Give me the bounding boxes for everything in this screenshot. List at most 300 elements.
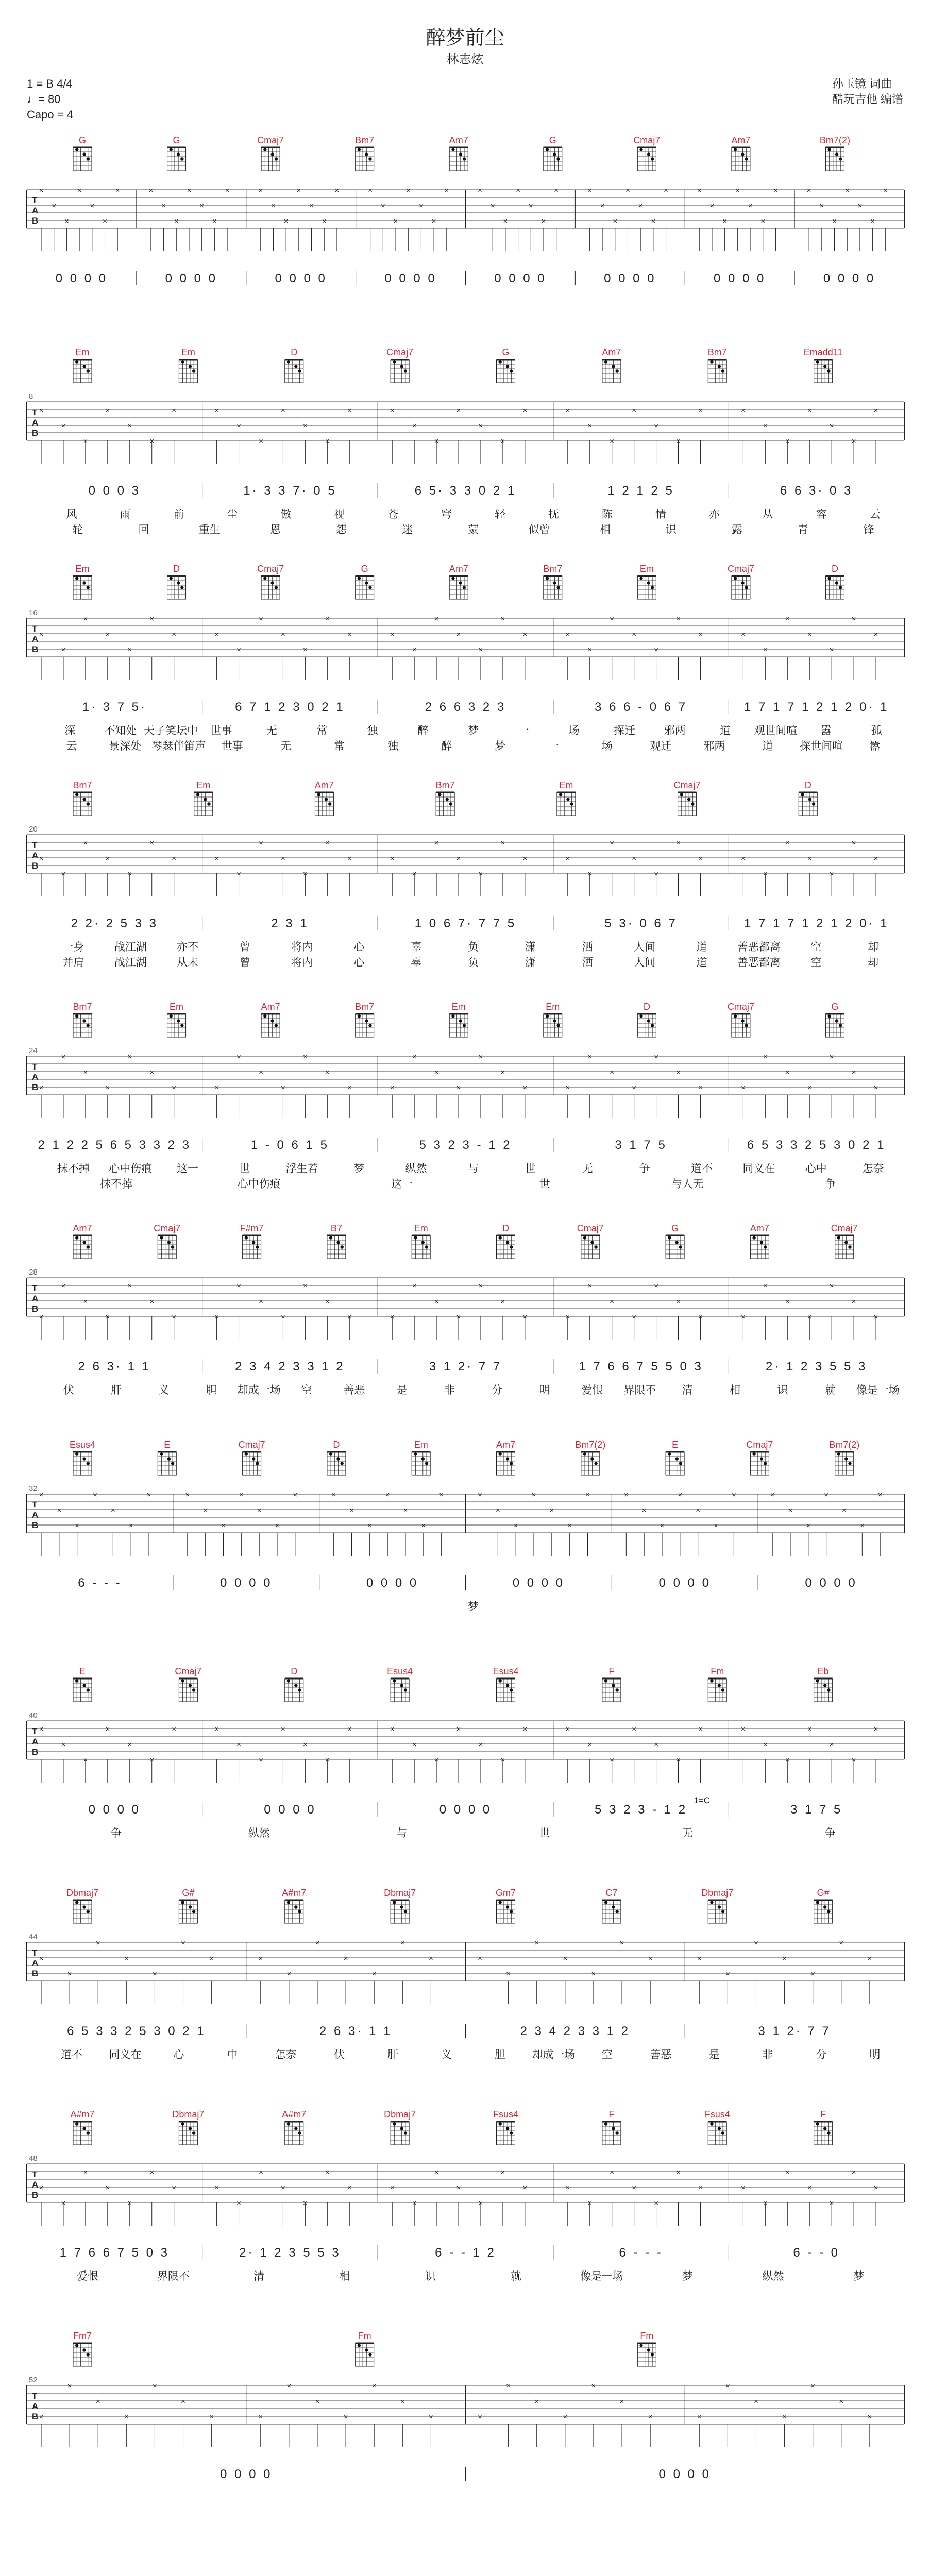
lyric-line-1: 傲	[280, 509, 292, 520]
tab-mark: ×	[870, 217, 875, 226]
lyric-line-1: 就	[824, 1384, 836, 1396]
tempo-marking: ♩= 80	[27, 93, 61, 106]
jianpu-measure: 1 0 6 7· 7 7 5	[414, 917, 517, 930]
tab-mark: ×	[83, 1297, 88, 1306]
chord-dot	[823, 365, 826, 368]
chord-name: Cmaj7	[727, 1002, 754, 1012]
tab-mark: ×	[698, 1313, 703, 1321]
tab-mark: ×	[832, 217, 837, 226]
tab-mark: ×	[522, 406, 528, 415]
chord-name: C7	[605, 1888, 618, 1898]
tab-mark: ×	[585, 1490, 590, 1499]
chord-dot	[816, 1679, 819, 1682]
tab-mark: ×	[236, 421, 241, 430]
tab-mark: ×	[632, 1725, 637, 1734]
tab-system	[27, 564, 904, 752]
tab-mark: ×	[325, 1297, 330, 1306]
tab-clef: A	[32, 1510, 39, 1520]
tab-mark: ×	[478, 1954, 482, 1963]
jianpu-measure: 0 0 0 0	[384, 272, 437, 285]
lyric-line-1: 世事	[210, 725, 232, 737]
chord-dot	[710, 1901, 713, 1904]
chord-name: Bm7	[73, 1002, 92, 1012]
chord-dot	[451, 577, 454, 580]
chord-dot	[275, 157, 278, 160]
chord-dot	[298, 2131, 301, 2134]
chord-dot	[827, 1688, 830, 1691]
jianpu-measure: 6 7 1 2 3 0 2 1	[235, 700, 345, 714]
lyric-line-1: 明	[539, 1384, 550, 1396]
lyric-line-1: 这一	[177, 1163, 199, 1175]
tab-mark: ×	[172, 2183, 177, 2192]
tab-mark: ×	[696, 1506, 701, 1515]
tab-mark: ×	[810, 1970, 816, 1978]
jianpu-measure: 0 0 0 0	[220, 1576, 273, 1590]
tab-mark: ×	[39, 2183, 44, 2192]
chord-dot	[459, 581, 462, 584]
tab-mark: ×	[149, 1756, 155, 1765]
chord-dot	[287, 1901, 290, 1904]
chord-name: Bm7	[435, 780, 455, 790]
tab-mark: ×	[516, 186, 520, 195]
song-artist: 林志炫	[446, 53, 484, 66]
tab-mark: ×	[325, 1756, 330, 1765]
chord-dot	[823, 2127, 826, 2130]
tab-mark: ×	[127, 1740, 132, 1749]
lyric-line-2: 这一	[391, 1178, 413, 1190]
lyric-line-2: 道	[696, 957, 707, 969]
tab-mark: ×	[259, 1297, 263, 1306]
chord-dot	[404, 1688, 407, 1691]
tab-mark: ×	[52, 201, 57, 210]
chord-dot	[647, 152, 650, 156]
tab-mark: ×	[741, 854, 746, 863]
chord-name: Dbmaj7	[701, 1888, 734, 1898]
tab-mark: ×	[807, 854, 812, 863]
jianpu-measure: 0 0 0 0	[275, 272, 327, 285]
lyric-line-2: 蒙	[468, 524, 479, 536]
lyric-line-1: 亦不	[177, 941, 199, 953]
tab-mark: ×	[57, 1506, 62, 1515]
measure-number: 48	[29, 2154, 38, 2163]
chord-dot	[421, 1457, 425, 1460]
jianpu-measure: 1 7 1 7 1 2 1 2 0· 1	[743, 700, 889, 714]
chord-dot	[341, 1245, 344, 1248]
tab-mark: ×	[610, 437, 615, 446]
tab-mark: ×	[698, 854, 703, 863]
chord-dot	[449, 802, 452, 805]
tab-mark: ×	[61, 1282, 66, 1291]
lyric-line-1: 梦	[468, 725, 479, 737]
tab-mark: ×	[478, 646, 483, 654]
chord-name: Esus4	[387, 1666, 413, 1676]
tab-mark: ×	[115, 186, 120, 195]
chord-dot	[835, 581, 838, 584]
chord-dot	[358, 148, 361, 151]
lyric-line-1: 像是一场	[580, 2270, 623, 2282]
lyric-line-1: 梦	[682, 2270, 693, 2282]
lyric-line-1: 抚	[548, 509, 559, 520]
capo-marking: Capo = 4	[27, 108, 73, 121]
tab-mark: ×	[124, 1954, 129, 1963]
chord-dot	[594, 1462, 597, 1465]
tab-mark: ×	[522, 2183, 528, 2192]
tab-mark: ×	[763, 870, 768, 878]
chord-name: A#m7	[282, 2109, 307, 2120]
chord-dot	[651, 1024, 654, 1027]
chord-dot	[844, 1457, 848, 1460]
tab-mark: ×	[770, 1490, 775, 1499]
chord-name: Em	[170, 1002, 184, 1012]
chord-dot	[87, 1245, 90, 1248]
jianpu-measure: 0 0 0 0	[604, 272, 656, 285]
tab-mark: ×	[64, 217, 69, 226]
chord-dot	[245, 1452, 248, 1455]
tab-mark: ×	[741, 1083, 746, 1092]
chord-dot	[823, 1905, 826, 1908]
chord-dot	[189, 1905, 192, 1908]
tab-mark: ×	[534, 2397, 539, 2406]
tab-clef: A	[32, 1072, 39, 1082]
tab-mark: ×	[785, 1756, 790, 1765]
chord-dot	[499, 1679, 502, 1682]
lyric-line-1: 胆	[206, 1384, 217, 1396]
tab-mark: ×	[203, 1506, 208, 1515]
chord-name: Cmaj7	[257, 564, 284, 574]
chord-dot	[82, 2348, 86, 2351]
chord-dot	[570, 802, 573, 805]
jianpu-measure: 2· 1 2 3 5 5 3	[765, 1360, 868, 1374]
lyric-line-2: 常	[334, 740, 345, 752]
tab-mark: ×	[478, 870, 483, 878]
tab-mark: ×	[172, 630, 177, 639]
chord-dot	[590, 1241, 594, 1244]
tab-mark: ×	[851, 2168, 856, 2177]
tab-mark: ×	[500, 1297, 505, 1306]
tab-mark: ×	[754, 1939, 758, 1947]
lyric-line-1: 与	[468, 1163, 479, 1175]
tab-system	[27, 2109, 904, 2282]
lyric-line-2: 怨	[336, 524, 347, 536]
tab-mark: ×	[271, 201, 276, 210]
chord-dot	[668, 1452, 671, 1455]
lyric-line-2: 一	[548, 740, 559, 752]
tab-mark: ×	[763, 646, 768, 654]
tab-system	[27, 1439, 904, 1613]
tab-mark: ×	[565, 406, 570, 415]
chord-name: Em	[451, 1002, 466, 1012]
lyric-line-2: 善恶都离	[737, 957, 781, 969]
chord-dot	[839, 586, 842, 589]
chord-name: Fsus4	[704, 2109, 730, 2120]
chord-dot	[553, 1019, 556, 1022]
chord-dot	[393, 2122, 396, 2125]
chord-dot	[734, 1014, 737, 1018]
tab-mark: ×	[522, 1083, 528, 1092]
tab-mark: ×	[500, 615, 505, 623]
lyric-line-1: 胆	[494, 2049, 505, 2061]
tab-mark: ×	[103, 217, 107, 226]
tab-mark: ×	[632, 1313, 637, 1321]
tab-mark: ×	[83, 1068, 88, 1077]
jianpu-measure: 2· 1 2 3 5 5 3	[239, 2246, 341, 2260]
tab-mark: ×	[698, 406, 703, 415]
tab-mark: ×	[851, 839, 856, 848]
tab-mark: ×	[259, 437, 263, 446]
lyric-line-1: 却成一场	[532, 2049, 576, 2061]
chord-name: Am7	[602, 347, 621, 358]
chord-dot	[317, 793, 320, 796]
chord-dot	[252, 1457, 255, 1460]
lyric-line-1: 嚣	[820, 725, 832, 737]
tab-mark: ×	[506, 2382, 511, 2391]
chord-name: G	[173, 135, 180, 145]
chord-dot	[848, 1245, 851, 1248]
tab-mark: ×	[741, 406, 746, 415]
tab-mark: ×	[444, 186, 449, 195]
lyric-line-1: 非	[444, 1384, 455, 1396]
tab-clef: A	[32, 1958, 39, 1968]
chord-dot	[604, 2122, 607, 2125]
chord-dot	[365, 1019, 368, 1022]
tab-mark: ×	[334, 186, 340, 195]
tab-mark: ×	[236, 870, 241, 878]
lyric-line-1: 是	[708, 2049, 720, 2061]
chord-name: B7	[330, 1223, 342, 1233]
tab-mark: ×	[722, 217, 728, 226]
tab-mark: ×	[610, 1756, 615, 1765]
chord-dot	[275, 586, 278, 589]
tab-mark: ×	[236, 1282, 241, 1291]
lyric-line-1: 肝	[111, 1384, 122, 1396]
tab-mark: ×	[127, 870, 132, 878]
tab-mark: ×	[565, 1313, 570, 1321]
tab-mark: ×	[393, 217, 398, 226]
tab-mark: ×	[522, 1313, 528, 1321]
chord-dot	[546, 577, 549, 580]
chord-dot	[721, 1910, 724, 1913]
tab-mark: ×	[851, 1068, 856, 1077]
tab-mark: ×	[513, 1521, 518, 1530]
tab-mark: ×	[429, 2413, 433, 2421]
chord-name: E	[164, 1439, 171, 1450]
tab-mark: ×	[127, 646, 132, 654]
chord-dot	[75, 360, 78, 363]
tab-mark: ×	[325, 615, 330, 623]
chord-dot	[615, 1910, 618, 1913]
chord-name: F#m7	[240, 1223, 264, 1233]
lyric-line-2: 争	[824, 1178, 836, 1190]
tab-mark: ×	[714, 1521, 718, 1530]
chord-name: G	[549, 135, 556, 145]
lyric-line-1: 心	[173, 2049, 184, 2061]
lyric-line-1: 心	[353, 941, 365, 953]
tab-mark: ×	[421, 1521, 426, 1530]
lyric-line-1: 无	[582, 1163, 593, 1175]
tab-mark: ×	[149, 437, 155, 446]
tab-mark: ×	[748, 201, 753, 210]
tab-mark: ×	[610, 1297, 615, 1306]
chord-dot	[170, 148, 173, 151]
tab-mark: ×	[296, 186, 301, 195]
chord-dot	[760, 1457, 763, 1460]
tab-mark: ×	[185, 1490, 190, 1499]
tab-mark: ×	[390, 854, 395, 863]
tab-mark: ×	[534, 1939, 539, 1947]
tab-mark: ×	[281, 1313, 285, 1321]
tab-mark: ×	[782, 1954, 787, 1963]
chord-dot	[325, 798, 328, 801]
tab-mark: ×	[587, 646, 593, 654]
tab-mark: ×	[431, 217, 436, 226]
tab-mark: ×	[153, 2382, 157, 2391]
chord-dot	[275, 1024, 278, 1027]
tab-mark: ×	[873, 854, 878, 863]
tab-mark: ×	[641, 1506, 647, 1515]
tab-mark: ×	[676, 615, 681, 623]
chord-dot	[180, 586, 183, 589]
chord-dot	[87, 2353, 90, 2356]
chord-dot	[837, 1452, 840, 1455]
chord-dot	[612, 2127, 615, 2130]
lyric-line-1: 浮生若	[285, 1163, 318, 1175]
tab-mark: ×	[754, 2397, 758, 2406]
chord-dot	[691, 802, 694, 805]
lyric-line-1: 天子笑坛中	[144, 725, 198, 737]
lyric-line-1: 道	[696, 941, 707, 953]
chord-dot	[553, 152, 556, 156]
chord-name: Fsus4	[493, 2109, 519, 2120]
chord-dot	[177, 581, 180, 584]
lyric-line-2: 曾	[239, 957, 250, 969]
tab-clef: A	[32, 1294, 39, 1303]
tab-system	[27, 347, 904, 536]
tab-mark: ×	[522, 854, 528, 863]
tab-mark: ×	[698, 1725, 703, 1734]
tab-mark: ×	[587, 1282, 593, 1291]
lyric-line-1: 中	[227, 2049, 238, 2061]
lyric-line-1: 界限不	[157, 2270, 190, 2282]
tab-mark: ×	[819, 201, 824, 210]
lyric-line-1: 梦	[468, 1601, 479, 1613]
tab-mark: ×	[83, 437, 88, 446]
chord-dot	[87, 586, 90, 589]
chord-dot	[506, 1241, 509, 1244]
lyric-line-1: 义	[158, 1384, 170, 1396]
chord-name: A#m7	[70, 2109, 95, 2120]
lyric-line-1: 像是一场	[856, 1384, 900, 1396]
chord-dot	[189, 365, 192, 368]
jianpu-measure: 0 0 0 0	[165, 272, 218, 285]
chord-dot	[639, 148, 642, 151]
tab-mark: ×	[760, 217, 766, 226]
tab-mark: ×	[187, 186, 192, 195]
tab-mark: ×	[349, 1506, 354, 1515]
chord-dot	[358, 1014, 361, 1018]
tab-mark: ×	[127, 1053, 132, 1061]
lyric-line-1: 洒	[582, 941, 593, 953]
lyric-line-2: 辜	[411, 957, 422, 969]
chord-dot	[82, 1684, 86, 1687]
tab-mark: ×	[172, 1313, 177, 1321]
chord-name: Em	[559, 780, 573, 790]
chord-dot	[734, 577, 737, 580]
tab-clef: T	[32, 2170, 38, 2179]
jianpu-measure: 6 - - 1 2	[435, 2246, 496, 2260]
jianpu-measure: 6 - - -	[78, 1576, 122, 1590]
tab-mark: ×	[632, 1083, 637, 1092]
tab-mark: ×	[500, 2168, 505, 2177]
tab-mark: ×	[654, 1282, 658, 1291]
tab-clef: T	[32, 1948, 38, 1958]
tab-mark: ×	[390, 630, 395, 639]
tab-mark: ×	[839, 2397, 844, 2406]
tab-system	[27, 2331, 904, 2481]
tab-mark: ×	[434, 2168, 439, 2177]
tab-mark: ×	[83, 1756, 88, 1765]
chord-dot	[647, 2348, 650, 2351]
chord-name: Eb	[817, 1666, 829, 1676]
chord-name: Em	[414, 1223, 428, 1233]
lyric-line-1: 云	[869, 509, 881, 520]
chord-dot	[368, 586, 371, 589]
lyric-line-1: 善恶都离	[737, 941, 781, 953]
chord-dot	[546, 148, 549, 151]
chord-dot	[204, 798, 207, 801]
tab-mark: ×	[283, 217, 289, 226]
tab-mark: ×	[632, 406, 637, 415]
tab-mark: ×	[829, 646, 834, 654]
chord-dot	[651, 157, 654, 160]
tab-clef: A	[32, 634, 39, 644]
chord-name: D	[643, 1002, 650, 1012]
chord-dot	[823, 1684, 826, 1687]
tab-mark: ×	[567, 1521, 572, 1530]
lyric-line-1: 爱恨	[581, 1384, 603, 1396]
chord-dot	[499, 2122, 502, 2125]
tab-clef: A	[32, 2401, 39, 2411]
lyric-line-1: 心中	[805, 1163, 827, 1175]
lyric-line-1: 一身	[62, 941, 84, 953]
lyric-line-1: 怎奈	[862, 1163, 884, 1175]
lyric-line-2: 露	[731, 524, 742, 536]
lyric-line-1: 善恶	[343, 1384, 365, 1396]
chord-dot	[745, 586, 748, 589]
tab-clef: A	[32, 206, 39, 215]
chord-dot	[329, 1452, 332, 1455]
tab-mark: ×	[873, 406, 878, 415]
lyric-line-1: 深	[64, 725, 76, 737]
lyric-line-2: 场	[601, 740, 613, 752]
lyric-line-2: 并肩	[62, 957, 84, 969]
chord-dot	[393, 1901, 396, 1904]
jianpu-measure: 0 0 0 0	[264, 1803, 316, 1817]
chord-dot	[271, 581, 274, 584]
chord-dot	[848, 1462, 851, 1465]
tab-mark: ×	[347, 1725, 352, 1734]
chord-dot	[192, 369, 195, 372]
chord-dot	[451, 148, 454, 151]
lyric-line-1: 争	[824, 1827, 836, 1839]
jianpu-measure: 0 0 0 0	[494, 272, 547, 285]
chord-name: G	[78, 135, 87, 145]
tab-mark: ×	[161, 201, 166, 210]
tab-mark: ×	[281, 854, 285, 863]
chord-dot	[82, 365, 86, 368]
lyric-line-1: 却成一场	[237, 1384, 281, 1396]
tab-mark: ×	[322, 217, 327, 226]
tab-mark: ×	[842, 1506, 847, 1515]
